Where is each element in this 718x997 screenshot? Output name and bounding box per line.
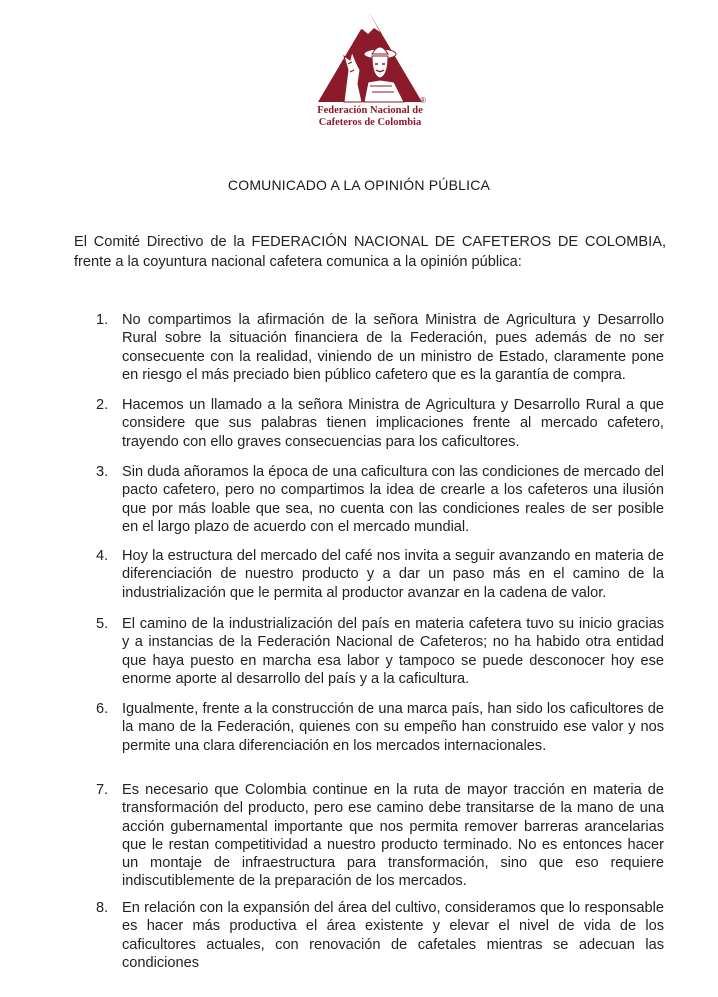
item-text: Hacemos un llamado a la señora Ministra de Agricultura y Desarrollo Rural a que considere que sus palabras tienen implicaciones frente al mercado cafetero, trayendo con ello graves consecuencias para los caficultores.	[122, 397, 664, 450]
item-text: Hoy la estructura del mercado del café nos invita a seguir avanzando en materia de diferenciación de nuestro producto y a dar un paso más en el camino de la industrialización que le permita al productor avanzar en la cadena de valor.	[122, 548, 664, 601]
list-item	[96, 311, 664, 384]
logo-line-2: Cafeteros de Colombia	[318, 117, 422, 128]
list-item	[96, 899, 664, 972]
juan-valdez-logo-icon	[314, 12, 426, 104]
item-number: 2.	[96, 397, 109, 413]
document-title: COMUNICADO A LA OPINIÓN PÚBLICA	[227, 177, 491, 193]
list-item	[96, 396, 664, 451]
item-text: Igualmente, frente a la construcción de una marca país, han sido los caficultores de la mano de la Federación, quienes con su empeño han construido ese valor y nos permite una clara diferenciación en los mercados internacionales.	[122, 701, 664, 754]
item-number: 1.	[96, 312, 109, 328]
list-item	[96, 615, 664, 688]
intro-paragraph: El Comité Directivo de la FEDERACIÓN NACIONAL DE CAFETEROS DE COLOMBIA, frente a la coyuntura nacional cafetera comunica a la opinión pública:	[74, 234, 666, 270]
logo-line-1: Federación Nacional de	[317, 105, 423, 116]
item-number: 6.	[96, 701, 109, 717]
list-item	[96, 700, 664, 755]
item-number: 4.	[96, 548, 109, 564]
item-text: Es necesario que Colombia continue en la ruta de mayor tracción en materia de transformación del producto, pero ese camino debe transitarse de la mano de una acción gubernamental importante que nos permita remover barreras arancelarias que le restan competitividad a nuestro producto terminado. No es entonces hacer un montaje de infraestructura para transformación, sino que eso requiere indiscutiblemente de la preparación de los mercados.	[122, 782, 664, 890]
federation-logo	[300, 12, 440, 134]
list-item	[96, 463, 664, 536]
item-number: 3.	[96, 464, 109, 480]
item-number: 5.	[96, 616, 109, 632]
item-text: No compartimos la afirmación de la señora Ministra de Agricultura y Desarrollo Rural sobre la situación financiera de la Federación, pues además de no ser consecuente con la realidad, viniendo de un ministro de Estado, claramente pone en riesgo el más preciado bien público cafetero que es la garantía de compra.	[122, 312, 664, 383]
item-number: 8.	[96, 900, 109, 916]
item-number: 7.	[96, 782, 109, 798]
registered-mark: ®	[420, 96, 426, 105]
item-text: El camino de la industrialización del país en materia cafetera tuvo su inicio gracias y a instancias de la Federación Nacional de Cafeteros; no ha habido otra entidad que haya puesto en marcha esa labor y tampoco se puede desconocer hoy ese enorme aporte al desarrollo del país y a la caficultura.	[122, 616, 664, 687]
item-text: Sin duda añoramos la época de una caficultura con las condiciones de mercado del pacto cafetero, pero no compartimos la idea de crearle a los cafeteros una ilusión que por más loable que sea, no cuenta con las condiciones reales de ser posible en el largo plazo de acuerdo con el mercado mundial.	[122, 464, 664, 535]
list-item	[96, 781, 664, 891]
item-text: En relación con la expansión del área del cultivo, consideramos que lo responsable es hacer más productiva el área existente y elevar el nivel de vida de los caficultores actuales, con renovación de cafetales mientras se adecuan las condiciones	[122, 900, 664, 971]
list-item	[96, 547, 664, 602]
